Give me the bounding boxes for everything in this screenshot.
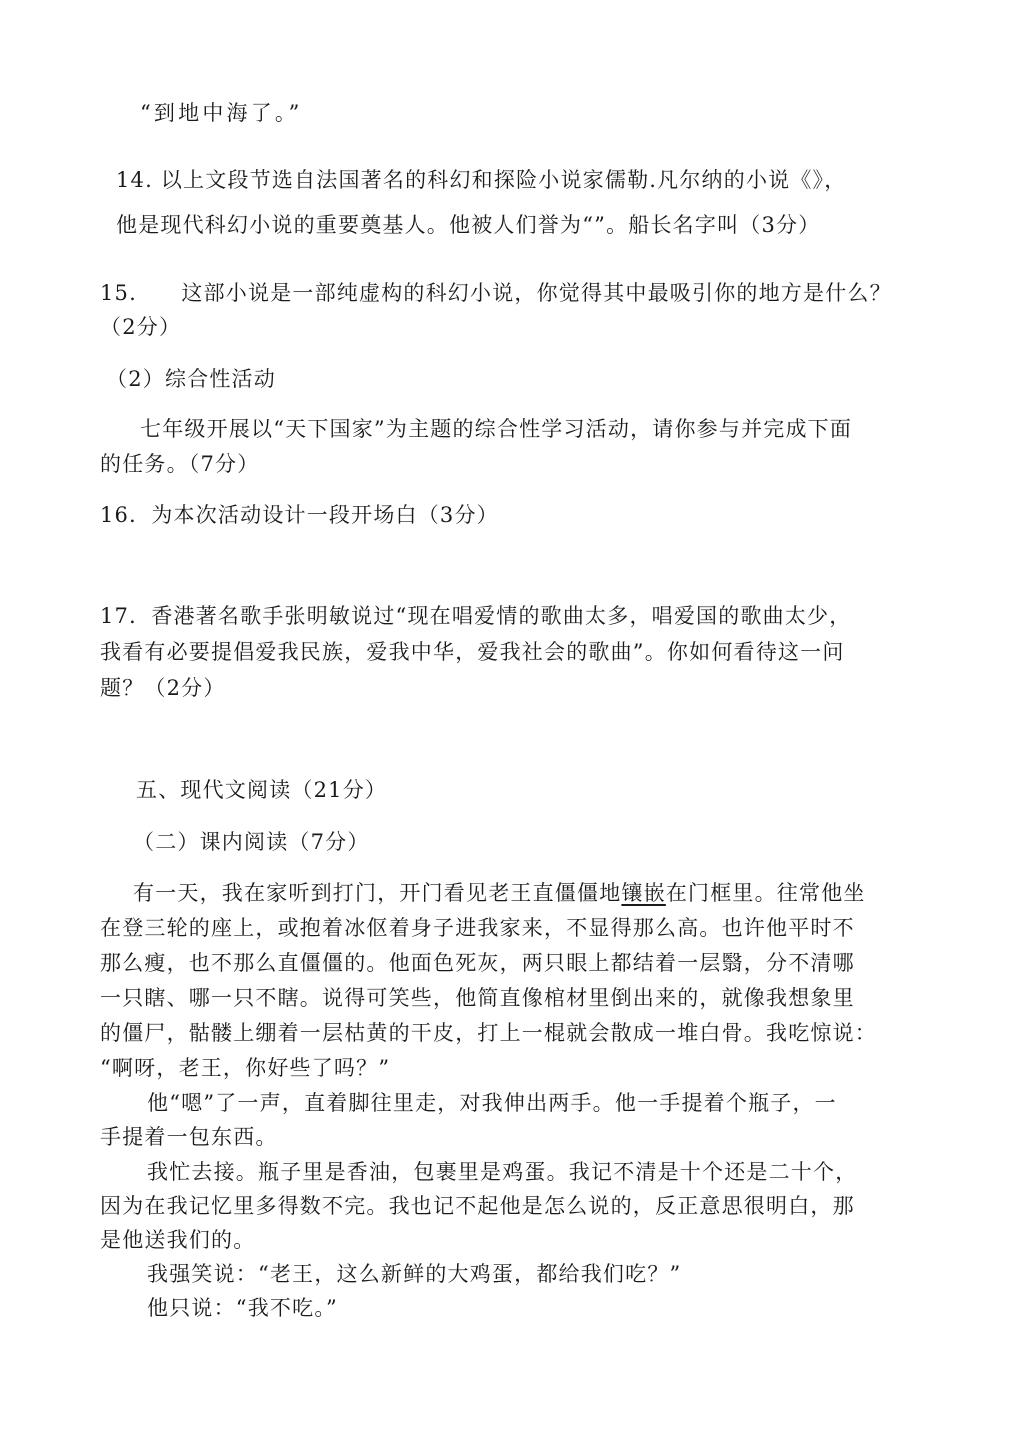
- passage-line-1: [133, 878, 866, 908]
- question-16: 16．为本次活动设计一段开场白（3分）: [100, 503, 499, 527]
- passage-line-7: 他“嗯”了一声，直着脚往里走，对我伸出两手。他一手提着个瓶子，一: [147, 1091, 837, 1115]
- passage-line-4: 一只瞎、哪一只不瞎。说得可笑些，他简直像棺材里倒出来的，就像我想象里: [100, 986, 855, 1010]
- question-15-score: （2分）: [100, 315, 182, 339]
- passage-line-12: 我强笑说：“老王，这么新鲜的大鸡蛋，都给我们吃？”: [147, 1262, 682, 1286]
- passage-line-3: 那么瘦，也不那么直僵僵的。他面色死灰，两只眼上都结着一层翳，分不清哪: [100, 951, 855, 975]
- passage-line-8: 手提着一包东西。: [100, 1125, 278, 1149]
- passage-line-6: “啊呀，老王，你好些了吗？”: [100, 1056, 391, 1080]
- passage-line-1-start: 有一天，我在家听到打门，开门看见老王直僵僵地: [133, 881, 622, 905]
- passage-line-5: 的僵尸，骷髅上绷着一层枯黄的干皮，打上一棍就会散成一堆白骨。我吃惊说：: [100, 1021, 877, 1045]
- question-15-line-1: 15. 这部小说是一部纯虚构的科幻小说，你觉得其中最吸引你的地方是什么？: [100, 281, 892, 305]
- quote-line: “到地中海了。”: [140, 101, 303, 125]
- underlined-word: 镶嵌: [621, 881, 666, 905]
- passage-line-1-end: 在门框里。往常他坐: [665, 881, 866, 905]
- passage-line-10: 因为在我记忆里多得数不完。我也记不起他是怎么说的，反正意思很明白，那: [100, 1194, 855, 1218]
- question-14-line-1: 14. 以上文段节选自法国著名的科幻和探险小说家儒勒.凡尔纳的小说《》，: [116, 168, 847, 192]
- question-14-line-2: 他是现代科幻小说的重要奠基人。他被人们誉为“”。船长名字叫（3分）: [116, 213, 821, 237]
- question-17-line-1: 17．香港著名歌手张明敏说过“现在唱爱情的歌曲太多，唱爱国的歌曲太少，: [100, 604, 852, 628]
- passage-line-2: 在登三轮的座上，或抱着冰伛着身子进我家来，不显得那么高。也许他平时不: [100, 916, 855, 940]
- section-heading-activity: （2）综合性活动: [106, 367, 276, 391]
- activity-intro-line-2: 的任务。（7分）: [100, 452, 260, 476]
- passage-line-9: 我忙去接。瓶子里是香油，包裹里是鸡蛋。我记不清是十个还是二十个，: [147, 1160, 858, 1184]
- passage-line-13: 他只说：“我不吃。”: [147, 1296, 338, 1320]
- question-17-line-2: 我看有必要提倡爱我民族，爱我中华，爱我社会的歌曲”。你如何看待这一问: [100, 640, 845, 664]
- activity-intro-line-1: 七年级开展以“天下国家”为主题的综合性学习活动，请你参与并完成下面: [140, 417, 853, 441]
- subsection-heading-reading: （二）课内阅读（7分）: [133, 830, 370, 854]
- section-heading-reading: 五、现代文阅读（21分）: [136, 778, 388, 802]
- passage-line-11: 是他送我们的。: [100, 1228, 256, 1252]
- question-17-line-3: 题？（2分）: [100, 676, 226, 700]
